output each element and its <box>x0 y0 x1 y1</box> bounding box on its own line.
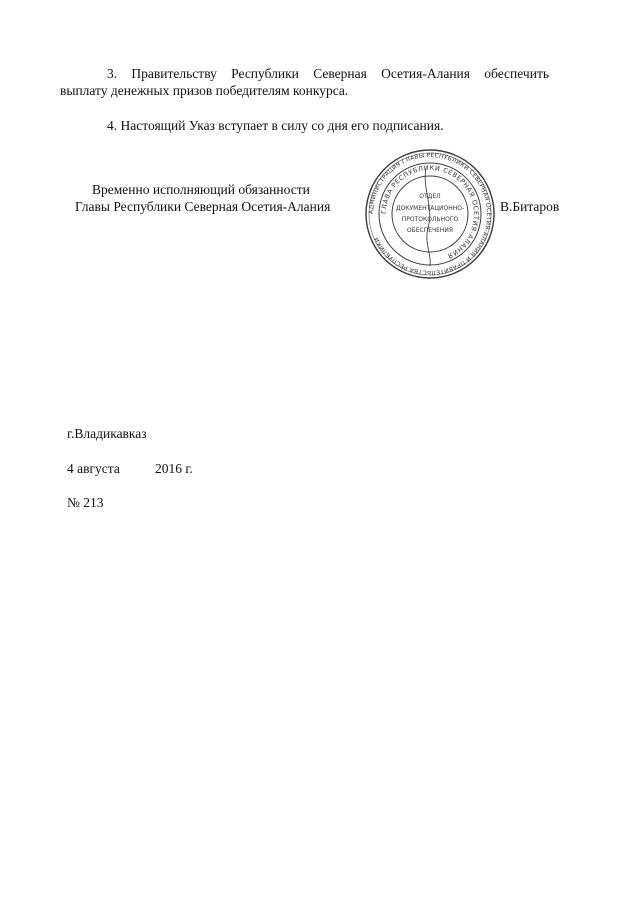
stamp-center-line-2: ДОКУМЕНТАЦИОННО- <box>395 205 465 212</box>
document-date-year: 2016 г. <box>155 461 193 476</box>
official-stamp-seal <box>364 148 496 280</box>
stamp-center-line-1: ОТДЕЛ <box>419 193 441 200</box>
document-number: № 213 <box>67 495 104 510</box>
stamp-center-line-4: ОБЕСПЕЧЕНИЯ <box>406 227 454 234</box>
document-date-day-month: 4 августа <box>67 461 120 476</box>
signature-title-line-1: Временно исполняющий обязанности <box>92 182 310 197</box>
stamp-middle-text: ГЛАВА РЕСПУБЛИКИ СЕВЕРНАЯ ОСЕТИЯ-АЛАНИЯ <box>379 163 481 261</box>
signatory-name: В.Битаров <box>500 199 560 214</box>
stamp-center-line-3: ПРОТОКОЛЬНОГО <box>401 216 459 223</box>
document-place: г.Владикавказ <box>67 426 147 441</box>
stamp-outer-text: АДМИНИСТРАЦИЯ ГЛАВЫ РЕСПУБЛИКИ СЕВЕРНАЯ ОСЕТИЯ-АЛАНИЯ И ПРАВИТЕЛЬСТВА РЕСПУБЛИКИ <box>367 151 493 277</box>
paragraph-3-line-2: выплату денежных призов победителям конкурса. <box>60 83 349 98</box>
paragraph-3-line-1: 3. Правительству Республики Северная Осетия-Алания обеспечить <box>107 66 549 81</box>
paragraph-4: 4. Настоящий Указ вступает в силу со дня его подписания. <box>107 118 444 133</box>
signature-title-line-2: Главы Республики Северная Осетия-Алания <box>75 199 331 214</box>
